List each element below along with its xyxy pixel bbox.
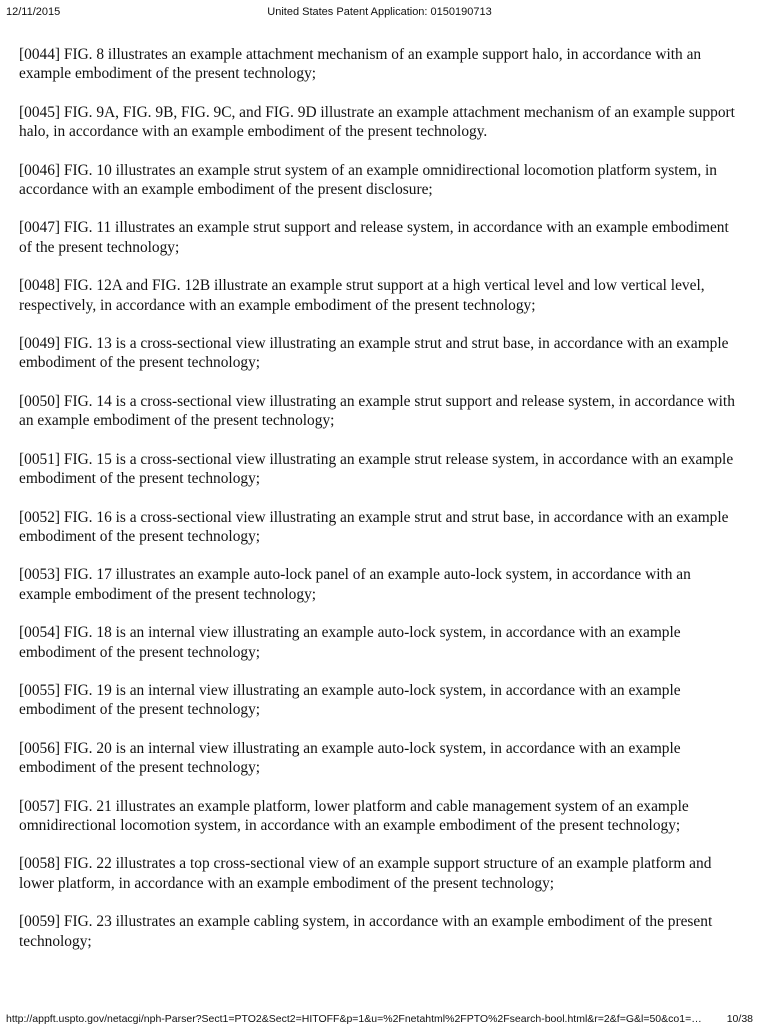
paragraph-0054: [0054] FIG. 18 is an internal view illustrating an example auto-lock system, in accordance with an example embodiment of the present technology; (19, 624, 681, 661)
paragraph-0047: [0047] FIG. 11 illustrates an example strut support and release system, in accordance with an example embodiment of the present technology; (19, 219, 729, 256)
paragraph-0055: [0055] FIG. 19 is an internal view illustrating an example auto-lock system, in accordance with an example embodiment of the present technology; (19, 681, 681, 719)
footer-url: http://appft.uspto.gov/netacgi/nph-Parser?Sect1=PTO2&Sect2=HITOFF&p=1&u=%2Fnetahtml%2FPTO%2Fsearch-bool.html&r=2&f=G&l=50&co1=… (6, 1013, 702, 1025)
paragraph-0048: [0048] FIG. 12A and FIG. 12B illustrate an example strut support at a high vertical level and low vertical level, respectively, in accordance with an example embodiment of the present technology; (19, 277, 705, 314)
paragraph-0058: [0058] FIG. 22 illustrates a top cross-sectional view of an example support structure of an example platform and lower platform, in accordance with an example embodiment of the present technology; (19, 855, 712, 892)
paragraph-0057: [0057] FIG. 21 illustrates an example platform, lower platform and cable management system of an example omnidirectional locomotion system, in accordance with an example embodiment of the present technology; (19, 797, 689, 834)
header-date: 12/11/2015 (6, 6, 61, 18)
paragraph-0046: [0046] FIG. 10 illustrates an example strut system of an example omnidirectional locomotion platform system, in accordance with an example embodiment of the present disclosure; (19, 161, 717, 199)
paragraph-0051: [0051] FIG. 15 is a cross-sectional view illustrating an example strut release system, in accordance with an example embodiment of the present technology; (19, 450, 734, 488)
header-title: United States Patent Application: 0150190713 (267, 6, 492, 18)
paragraph-0050: [0050] FIG. 14 is a cross-sectional view illustrating an example strut support and release system, in accordance with an example embodiment of the present technology; (19, 392, 735, 430)
paragraph-0056: [0056] FIG. 20 is an internal view illustrating an example auto-lock system, in accordance with an example embodiment of the present technology; (19, 739, 681, 777)
paragraph-0053: [0053] FIG. 17 illustrates an example auto-lock panel of an example auto-lock system, in accordance with an example embodiment of the present technology; (19, 566, 691, 603)
paragraph-0049: [0049] FIG. 13 is a cross-sectional view illustrating an example strut and strut base, in accordance with an example embodiment of the present technology; (19, 335, 729, 372)
paragraph-0052: [0052] FIG. 16 is a cross-sectional view illustrating an example strut and strut base, in accordance with an example embodiment of the present technology; (19, 508, 729, 545)
paragraph-0059: [0059] FIG. 23 illustrates an example cabling system, in accordance with an example embodiment of the present technology; (19, 913, 713, 950)
document-body (19, 45, 743, 970)
paragraph-0044: [0044] FIG. 8 illustrates an example attachment mechanism of an example support halo, in accordance with an example embodiment of the present technology; (19, 46, 702, 83)
footer-page-number: 10/38 (726, 1013, 753, 1025)
paragraph-0045: [0045] FIG. 9A, FIG. 9B, FIG. 9C, and FIG. 9D illustrate an example attachment mechanism of an example support halo, in accordance with an example embodiment of the present technology. (19, 103, 735, 141)
